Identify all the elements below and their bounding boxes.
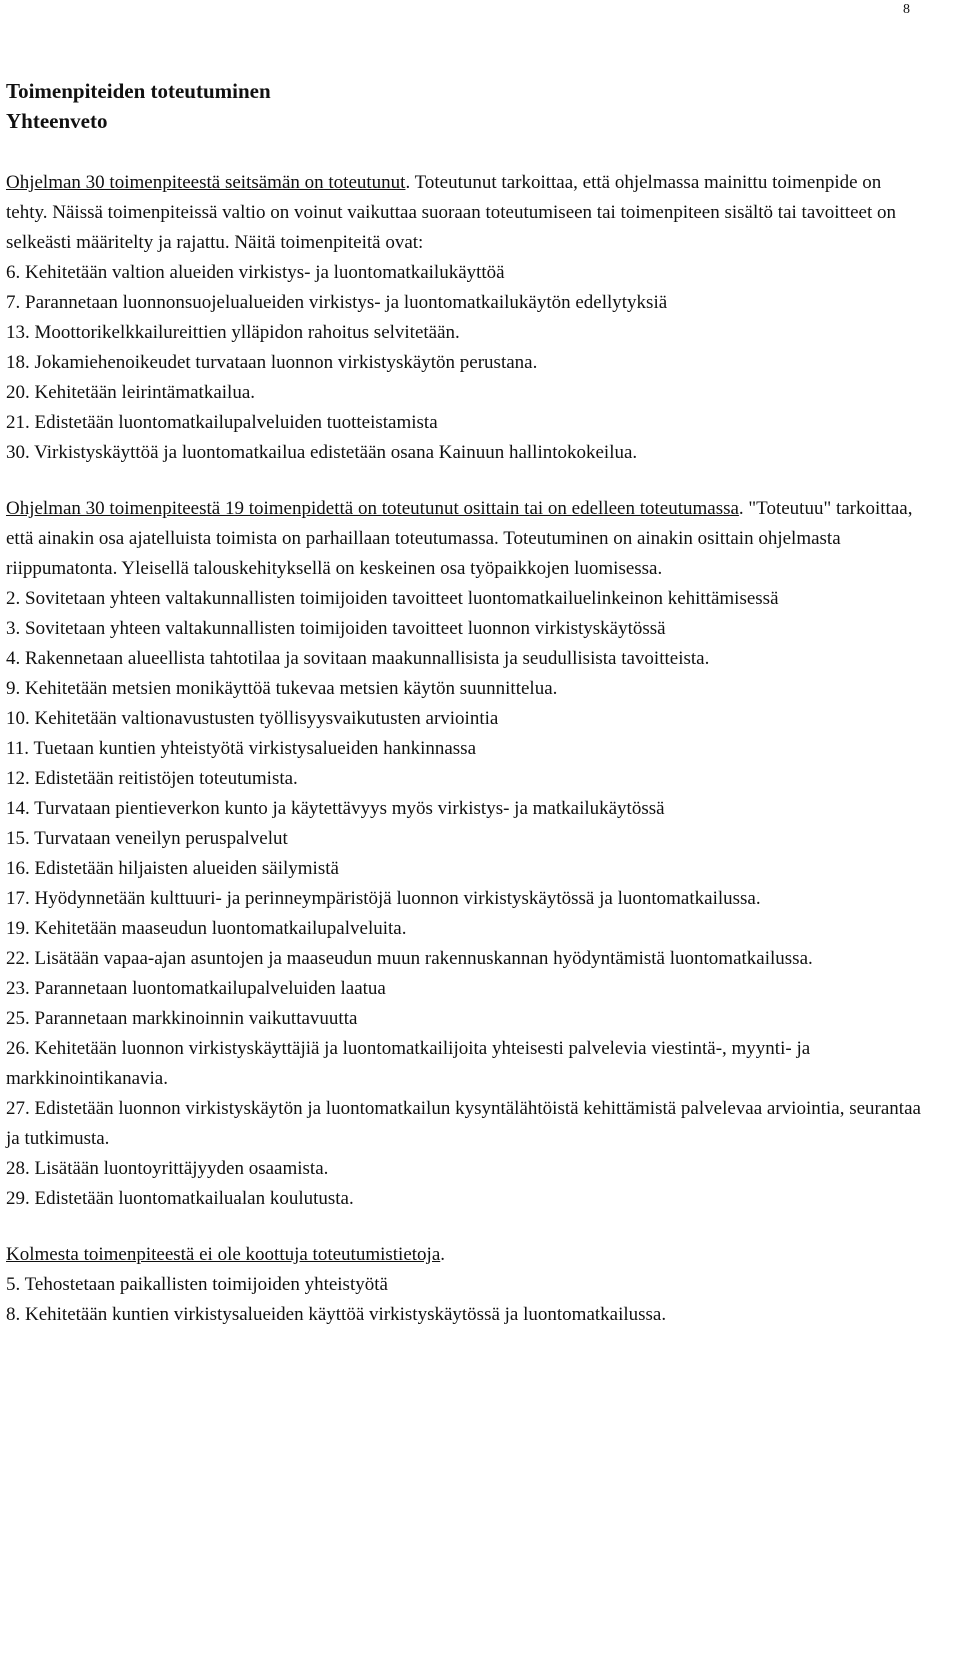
list-item: 26. Kehitetään luonnon virkistyskäyttäjiä ja luontomatkailijoita yhteisesti palvelevia viestintä-, myynti- ja markkinointikanavia. xyxy=(6,1038,811,1089)
list-item: 3. Sovitetaan yhteen valtakunnallisten toimijoiden tavoitteet luonnon virkistyskäytössä xyxy=(6,618,666,639)
section-intro xyxy=(6,168,926,258)
list-item: 5. Tehostetaan paikallisten toimijoiden yhteistyötä xyxy=(6,1274,388,1295)
list-item: 10. Kehitetään valtionavustusten työllisyysvaikutusten arviointia xyxy=(6,708,499,729)
list-item: 12. Edistetään reitistöjen toteutumista. xyxy=(6,768,298,789)
list-item: 19. Kehitetään maaseudun luontomatkailupalveluita. xyxy=(6,918,407,939)
list-item: 18. Jokamiehenoikeudet turvataan luonnon virkistyskäytön perustana. xyxy=(6,352,538,373)
document-body xyxy=(6,76,926,1330)
list-item: 22. Lisätään vapaa-ajan asuntojen ja maaseudun muun rakennuskannan hyödyntämistä luontomatkailussa. xyxy=(6,948,813,969)
section-intro xyxy=(6,1240,926,1270)
list-item: 21. Edistetään luontomatkailupalveluiden tuotteistamista xyxy=(6,412,438,433)
list-item: 20. Kehitetään leirintämatkailua. xyxy=(6,382,256,403)
list-item: 14. Turvataan pientieverkon kunto ja käytettävyys myös virkistys- ja matkailukäytössä xyxy=(6,798,665,819)
list-item: 17. Hyödynnetään kulttuuri- ja perinneympäristöjä luonnon virkistyskäytössä ja luontomatkailussa. xyxy=(6,888,761,909)
list-item: 13. Moottorikelkkailureittien ylläpidon rahoitus selvitetään. xyxy=(6,322,460,343)
list-item: 15. Turvataan veneilyn peruspalvelut xyxy=(6,828,288,849)
heading-subtitle: Yhteenveto xyxy=(6,109,108,133)
section-lead: Kolmesta toimenpiteestä ei ole koottuja toteutumistietoja xyxy=(6,1244,441,1265)
list-item: 29. Edistetään luontomatkailualan koulutusta. xyxy=(6,1188,354,1209)
section-intro-text: . Toteutunut tarkoittaa, että ohjelmassa mainittu toimenpide on tehty. Näissä toimenpiteissä valtio on voinut vaikuttaa suoraan toteutumiseen tai toimenpiteen sisältö tai tavoitteet on selkeästi määritelty ja rajattu. Näitä toimenpiteitä ovat: xyxy=(6,172,896,253)
section-intro-text: . "Toteutuu" tarkoittaa, että ainakin osa ajatelluista toimista on parhaillaan toteutumassa. Toteutuminen on ainakin osittain ohjelmasta riippumatonta. Yleisellä talouskehityksellä on keskeinen osa työpaikkojen luomisessa. xyxy=(6,498,913,579)
list-item: 16. Edistetään hiljaisten alueiden säilymistä xyxy=(6,858,339,879)
section-lead: Ohjelman 30 toimenpiteestä 19 toimenpidettä on toteutunut osittain tai on edelleen toteutumassa xyxy=(6,498,739,519)
list-item: 25. Parannetaan markkinoinnin vaikuttavuutta xyxy=(6,1008,358,1029)
list-item: 4. Rakennetaan alueellista tahtotilaa ja sovitaan maakunnallisista ja seudullisista tavoitteista. xyxy=(6,648,710,669)
list-item: 2. Sovitetaan yhteen valtakunnallisten toimijoiden tavoitteet luontomatkailuelinkeinon kehittämisessä xyxy=(6,588,779,609)
list-item: 27. Edistetään luonnon virkistyskäytön ja luontomatkailun kysyntälähtöistä kehittämistä palvelevaa arviointia, seurantaa ja tutkimusta. xyxy=(6,1098,921,1149)
section-lead: Ohjelman 30 toimenpiteestä seitsämän on toteutunut xyxy=(6,172,406,193)
section-intro-text: . xyxy=(440,1244,446,1265)
list-item: 7. Parannetaan luonnonsuojelualueiden virkistys- ja luontomatkailukäytön edellytyksiä xyxy=(6,292,668,313)
page-number: 8 xyxy=(903,2,910,17)
section-implemented xyxy=(6,168,926,468)
list-item: 30. Virkistyskäyttöä ja luontomatkailua edistetään osana Kainuun hallintokokeilua. xyxy=(6,442,638,463)
heading-title: Toimenpiteiden toteutuminen xyxy=(6,79,271,103)
section-no-data xyxy=(6,1240,926,1330)
section-partially-implemented xyxy=(6,494,926,1214)
list-item: 11. Tuetaan kuntien yhteistyötä virkistysalueiden hankinnassa xyxy=(6,738,477,759)
list-item: 6. Kehitetään valtion alueiden virkistys- ja luontomatkailukäyttöä xyxy=(6,262,505,283)
section-intro xyxy=(6,494,926,584)
list-item: 23. Parannetaan luontomatkailupalveluiden laatua xyxy=(6,978,386,999)
list-item: 28. Lisätään luontoyrittäjyyden osaamista. xyxy=(6,1158,329,1179)
list-item: 8. Kehitetään kuntien virkistysalueiden käyttöä virkistyskäytössä ja luontomatkailussa. xyxy=(6,1304,667,1325)
list-item: 9. Kehitetään metsien monikäyttöä tukevaa metsien käytön suunnittelua. xyxy=(6,678,558,699)
